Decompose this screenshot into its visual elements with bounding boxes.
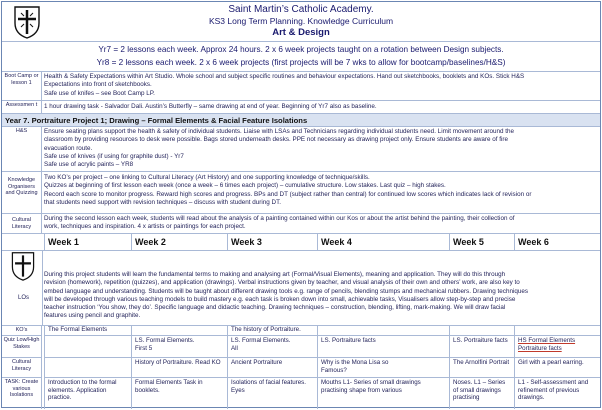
weeks-row [2,234,600,251]
task-cell: Noses. L1 – Series of small drawings practising [449,378,514,409]
bootcamp-line: Expectations into front of sketchbooks. [44,81,152,89]
hs-label: H&S [2,127,42,171]
knowledge-label: Knowledge Organisers and Quizzing [2,172,42,213]
los-line: revision (homework), repetition (quizzes), and application (drawings). Verbal instructions given by teacher, and visual analysis of their own and others’ work, are also key to [44,279,520,287]
kos-cell [449,326,514,336]
subject-title: Art & Design [272,27,330,38]
bootcamp-row [2,72,600,101]
kos-cell [131,326,227,336]
kos-cell [514,326,600,336]
hs-line: Safe use of knives (if using for graphite dust) - Yr7 [44,152,184,160]
cultural-row [2,214,600,234]
cultural-text [44,215,598,232]
task-cell: Mouths L1- Series of small drawings practising shape from various [317,378,449,409]
header-row [2,2,600,42]
hs-line: evacuation route. [44,144,93,152]
school-name: Saint Martin’s Catholic Academy. [228,4,374,15]
kos-cell: The history of Portraiture. [227,326,317,336]
cultural-line: During the second lesson each week, students will read about the analysis of a painting contained within our Kos or about the artist behind the painting, their collection of [44,215,515,222]
school-crest-icon [10,251,36,281]
cultural-label: Cultural Literacy [2,214,42,233]
cl-label: Cultural Literacy [2,358,42,378]
bootcamp-line: Safe use of knifes – see Boot Camp LP. [44,89,155,97]
los-divider [42,251,43,325]
hs-line: Safe use of acrylic paints – YR8 [44,161,134,169]
week-1-header: Week 1 [44,234,131,250]
assessment-text: 1 hour drawing task - Salvador Dali. Austin’s Butterfly – same drawing at end of year. Beginning of Yr7 also as baseline. [44,103,377,110]
knowledge-line: Quizzes at beginning of first lesson each week (once a week – 6 times each project) – cumulative structure. Low stakes. Last quiz – high stakes. [44,182,446,190]
project-title: Year 7. Portraiture Project 1; Drawing – Formal Elements & Facial Feature Isolations [5,116,308,125]
hs-text [44,128,598,169]
week-2-header: Week 2 [131,234,227,250]
task-cell: Formal Elements Task in booklets. [131,378,227,409]
quiz-cell: LS. Portraiture facts [317,336,449,358]
yr8-summary: Yr8 = 2 lessons each week. 2 x 6 week projects (first projects will be 7 wks to allow for bootcamp/baselines/H&S) [96,58,506,67]
quiz-cell: LS. Portraiture facts [449,336,514,358]
task-cell: Introduction to the formal elements. Application practice. [44,378,131,409]
quiz-cell: LS. Formal Elements. All [227,336,317,358]
los-text [44,271,598,321]
quiz-cell [44,336,131,358]
los-line: embed language and understanding. Students will be taught about different drawing tools e.g. range of pencils, blending stumps and mechanical rubbers. Drawing techniques [44,287,529,295]
cl-cell: Girl with a pearl earring. [514,358,600,378]
week-5-header: Week 5 [449,234,514,250]
week-4-header: Week 4 [317,234,449,250]
assessment-row [2,101,600,114]
task-cell: L1 - Self-assessment and refinement of previous drawings. [514,378,600,409]
kos-label: KO’s [2,326,42,336]
bootcamp-line: Health & Safety Expectations within Art Studio. Whole school and subject specific routines and behaviour expectations. Hand out sketchbooks, booklets and KOs. Stick H&S [44,73,525,80]
los-label: LOs [18,295,30,301]
bootcamp-text [44,73,598,98]
cultural-line: work, techniques and inspiration. 4 x artists or paintings for each project. [44,223,246,231]
kos-cell [317,326,449,336]
cl-cell: Why is the Mona Lisa so Famous? [317,358,449,378]
week-6-header: Week 6 [514,234,600,250]
los-line: teacher instruction ‘You show, they do’. Specific language and didactic teaching. Drawing techniques – construction, blending, lifting, mark-making. We will draw facial [44,304,506,312]
knowledge-text [44,174,598,207]
cl-cell: History of Portraiture. Read KO [131,358,227,378]
week-headers [44,234,600,250]
knowledge-line: that students need support with revision techniques – discuss with student during DT. [44,198,281,206]
los-line: During this project students will learn the fundamental terms to making and analysing art (Formal/Visual Elements), meaning and application. They will do this through [44,271,506,278]
hs-row [2,127,600,172]
assessment-label: Assessmen t [2,101,42,113]
project-title-row [2,114,600,127]
los-line: features using pencil and graphite. [44,312,141,320]
quiz-cell: LS. Formal Elements. First 5 [131,336,227,358]
task-cell: Isolations of facial features. Eyes [227,378,317,409]
curriculum-document [1,1,601,408]
yr7-summary: Yr7 = 2 lessons each week. Approx 24 hours. 2 x 6 week projects taught on a rotation between Design subjects. [98,45,504,54]
week-3-header: Week 3 [227,234,317,250]
knowledge-line: Record each score to monitor progress. Reward high scores and progress. BPs and DT (subject rather than central) for continued low scores which indicates lack of revision or [44,190,532,198]
document-subtitle: KS3 Long Term Planning. Knowledge Curriculum [208,16,394,26]
cl-cell: Ancient Portraiture [227,358,317,378]
kos-cell: The Formal Elements [44,326,131,336]
los-line: will be developed through various teaching models to build mastery e.g. each task is broken down into small, achievable tasks, Visualisers allow step-by-step and precise [44,295,516,303]
los-row [2,251,600,326]
bootcamp-label: Boot Camp or lesson 1 [2,72,42,100]
knowledge-row [2,172,600,214]
cl-cell: The Arnolfini Portrait [449,358,514,378]
weekly-grid [2,326,600,407]
task-label: TASK: Create various Isolations [2,378,42,409]
knowledge-line: Two KO’s per project – one linking to Cultural Literacy (Art History) and one supporting knowledge of technique/skills. [44,174,370,181]
intro-row [2,42,600,72]
quiz-label: Quiz Low/High Stakes [2,336,42,358]
hs-line: classroom by providing resources to desk were possible. Bags stored underneath desks. PPE not necessary as drawing project only. Ensure students are aware of fire [44,136,508,144]
hs-line: Ensure seating plans support the health & safety of individual students. Liaise with LSAs and Technicians regarding individual students need. Limit movement around the [44,128,514,135]
quiz-cell: HS Formal Elements Portraiture facts [514,336,600,358]
cl-cell [44,358,131,378]
